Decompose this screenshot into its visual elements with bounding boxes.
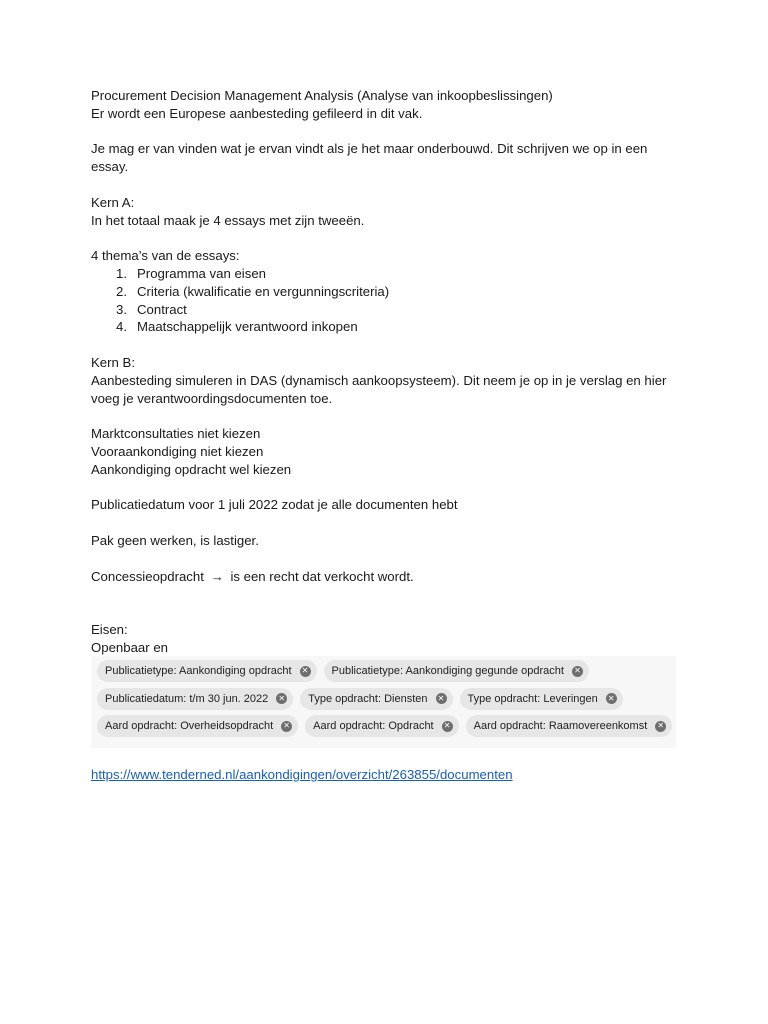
list-number: 1. — [116, 265, 127, 281]
list-label: Criteria (kwalificatie en vergunningscriteria) — [137, 283, 390, 299]
filter-chip[interactable] — [466, 715, 673, 737]
eisen-heading: Eisen: — [91, 622, 128, 638]
list-number: 2. — [116, 283, 127, 299]
document-title: Procurement Decision Management Analysis (Analyse van inkoopbeslissingen) — [91, 88, 553, 103]
list-number: 4. — [116, 319, 127, 335]
filter-chip-label: Publicatiedatum: t/m 30 jun. 2022 — [105, 692, 269, 705]
filter-chip-label: Aard opdracht: Opdracht — [313, 720, 434, 732]
choice-line: Aankondiging opdracht wel kiezen — [91, 461, 292, 477]
kern-b-text: Aanbesteding simuleren in DAS (dynamisch aankoopsysteem). Dit neem je op in je verslag en hier voeg je verantwoordingsdocumenten toe. — [91, 372, 667, 406]
filter-chip-label: Aard opdracht: Raamovereenkomst — [473, 720, 648, 732]
filter-chip[interactable] — [324, 660, 589, 682]
filter-chip[interactable] — [460, 688, 623, 710]
arrow-right-icon: → — [210, 568, 224, 584]
list-item — [91, 265, 681, 283]
kern-a-text: In het totaal maak je 4 essays met zijn tweeën. — [91, 212, 365, 228]
close-icon[interactable]: ✕ — [436, 693, 447, 704]
themes-list — [91, 265, 681, 336]
themes-heading: 4 thema’s van de essays: — [91, 248, 240, 264]
kern-b-heading: Kern B: — [91, 354, 135, 370]
filter-row — [97, 688, 670, 710]
concession-definition: is een recht dat verkocht wordt. — [230, 568, 414, 584]
filter-chip-label: Type opdracht: Leveringen — [467, 692, 598, 705]
list-item — [91, 318, 681, 336]
list-item — [91, 301, 681, 319]
filter-chip-label: Publicatietype: Aankondiging opdracht — [105, 665, 292, 677]
tenderned-documents-link[interactable]: https://www.tenderned.nl/aankondigingen/overzicht/263855/documenten — [91, 767, 513, 782]
works-note: Pak geen werken, is lastiger. — [91, 532, 259, 548]
active-filters-panel — [91, 656, 676, 748]
choice-line: Marktconsultaties niet kiezen — [91, 426, 261, 442]
filter-chip[interactable] — [97, 688, 293, 710]
filter-chip[interactable] — [305, 715, 458, 737]
filter-chip-label: Publicatietype: Aankondiging gegunde opdracht — [331, 665, 564, 677]
list-label: Programma van eisen — [137, 265, 267, 281]
filter-chip[interactable] — [97, 715, 298, 737]
filter-chip[interactable] — [300, 688, 452, 710]
close-icon[interactable]: ✕ — [276, 693, 287, 704]
filter-row — [97, 715, 670, 737]
kern-a-heading: Kern A: — [91, 194, 135, 210]
list-number: 3. — [116, 301, 127, 317]
filter-chip-label: Aard opdracht: Overheidsopdracht — [105, 720, 274, 732]
close-icon[interactable]: ✕ — [606, 693, 617, 704]
close-icon[interactable]: ✕ — [655, 721, 666, 732]
filter-chip[interactable] — [97, 660, 317, 682]
eisen-text: Openbaar en — [91, 640, 168, 656]
close-icon[interactable]: ✕ — [442, 721, 453, 732]
intro-line: Er wordt een Europese aanbesteding gefileerd in dit vak. — [91, 105, 423, 121]
close-icon[interactable]: ✕ — [572, 666, 583, 677]
list-item — [91, 283, 681, 301]
document-body — [91, 87, 681, 657]
close-icon[interactable]: ✕ — [300, 666, 311, 677]
list-label: Contract — [137, 301, 187, 317]
concession-term: Concessieopdracht — [91, 568, 204, 584]
essay-paragraph: Je mag er van vinden wat je ervan vindt als je het maar onderbouwd. Dit schrijven we op in een essay. — [91, 141, 648, 175]
filter-chip-label: Type opdracht: Diensten — [308, 692, 428, 705]
concession-line — [91, 568, 681, 586]
publication-note: Publicatiedatum voor 1 juli 2022 zodat je alle documenten hebt — [91, 497, 458, 513]
choice-line: Vooraankondiging niet kiezen — [91, 443, 264, 459]
close-icon[interactable]: ✕ — [281, 721, 292, 732]
list-label: Maatschappelijk verantwoord inkopen — [137, 319, 358, 335]
filter-row — [97, 660, 670, 682]
